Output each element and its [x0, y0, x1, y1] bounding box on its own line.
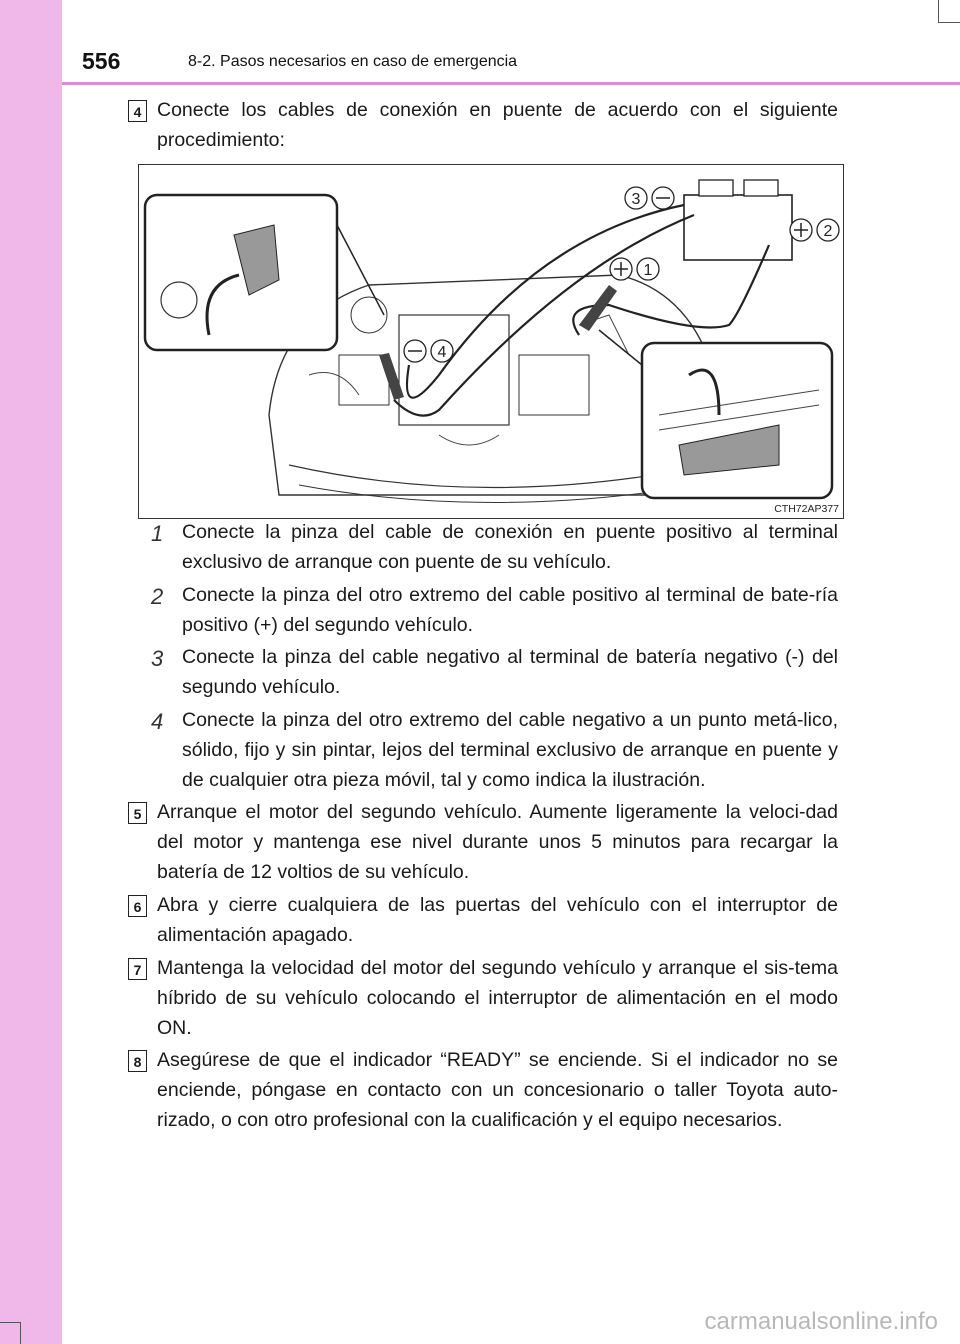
- substep-number-1: 1: [151, 521, 164, 546]
- step-6-text: Abra y cierre cualquiera de las puertas del vehículo con el interruptor de alimentación apagado.: [157, 894, 838, 946]
- svg-text:4: 4: [437, 344, 447, 361]
- step-badge-7: 7: [128, 958, 147, 980]
- substep-number-3: 3: [151, 646, 164, 671]
- substep-1-text: Conecte la pinza del cable de conexión en puente positivo al terminal exclusivo de arranque con puente de su vehículo.: [182, 521, 838, 573]
- substep-3-text: Conecte la pinza del cable negativo al terminal de batería negativo (-) del segundo vehículo.: [182, 646, 838, 698]
- callout-3-minus: [625, 187, 674, 209]
- svg-text:2: 2: [823, 223, 833, 240]
- step-badge-6: 6: [128, 895, 147, 917]
- substep-number-2: 2: [151, 584, 164, 609]
- crop-mark: [20, 1322, 21, 1344]
- step-8-text: Asegúrese de que el indicador “READY” se enciende. Si el indicador no se enciende, póngase en contacto con un concesionario o taller Toyota auto-rizado, o con otro profesional con la cualificación y el equipo necesarios.: [157, 1049, 838, 1131]
- section-title: 8-2. Pasos necesarios en caso de emergencia: [188, 53, 518, 70]
- crop-mark: [938, 22, 960, 23]
- jump-start-illustration: [138, 164, 844, 519]
- callout-4-minus: [404, 340, 453, 362]
- step-7-text: Mantenga la velocidad del motor del segundo vehículo y arranque el sis-tema híbrido de su vehículo colocando el interruptor de alimentación en el modo ON.: [157, 957, 838, 1039]
- substep-number-4: 4: [151, 709, 164, 734]
- callout-1-plus: [610, 258, 659, 280]
- step-5-text: Arranque el motor del segundo vehículo. Aumente ligeramente la veloci-dad del motor y mantenga ese nivel durante unos 5 minutos para recargar la batería de 12 voltios de su vehículo.: [157, 801, 838, 883]
- crop-mark: [0, 1322, 20, 1323]
- figure-code: CTH72AP377: [774, 503, 839, 515]
- svg-text:1: 1: [643, 262, 653, 279]
- step-badge-4: 4: [128, 100, 147, 122]
- step-badge-5: 5: [128, 802, 147, 824]
- page-number: 556: [82, 48, 121, 74]
- watermark: carmanualsonline.info: [704, 1308, 938, 1335]
- substep-2-text: Conecte la pinza del otro extremo del cable positivo al terminal de bate-ría positivo (+) del segundo vehículo.: [182, 584, 838, 636]
- crop-mark: [938, 0, 939, 22]
- callout-2-plus: [790, 219, 839, 241]
- header-rule: [62, 82, 960, 85]
- step-badge-8: 8: [128, 1050, 147, 1072]
- step-4-text: Conecte los cables de conexión en puente de acuerdo con el siguiente procedimiento:: [157, 99, 838, 151]
- engine-bay-drawing: [139, 165, 844, 519]
- page-margin-sidebar: [0, 0, 62, 1344]
- substep-4-text: Conecte la pinza del otro extremo del cable negativo a un punto metá-lico, sólido, fijo y sin pintar, lejos del terminal exclusivo de arranque en puente y de cualquier otra pieza móvil, tal y como indica la ilustración.: [182, 709, 838, 791]
- svg-text:3: 3: [631, 191, 641, 208]
